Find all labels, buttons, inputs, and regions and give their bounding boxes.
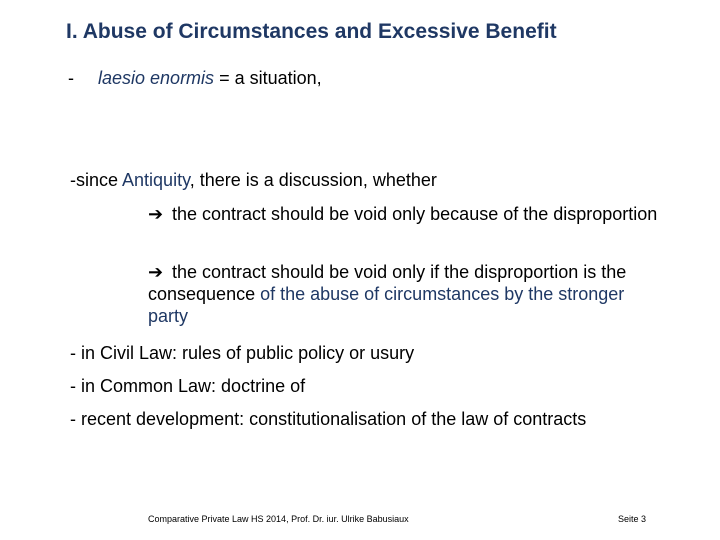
footer-course: Comparative Private Law HS 2014, Prof. Dr. iur. Ulrike Babusiaux [148,514,409,524]
since-antiquity-line [70,169,437,191]
laesio-enormis-term: laesio enormis [98,68,215,88]
footer-page-number: Seite 3 [618,514,647,524]
arrow-right-icon: ➔ [148,262,164,282]
recent-development-line: - recent development: constitutionalisation of the law of contracts [70,409,587,429]
common-law-line: - in Common Law: doctrine of [70,376,306,396]
option-void-abuse [148,261,658,327]
since-prefix: -since [70,170,123,190]
laesio-enormis-definition: = a situation, [214,68,322,88]
option-void-disproportion [148,203,658,225]
arrow-right-icon: ➔ [148,204,164,224]
slide-title: I. Abuse of Circumstances and Excessive Benefit [66,20,557,43]
option1-text: the contract should be void only because of the disproportion [172,204,658,224]
option2-highlight: of the abuse of circumstances by the stronger party [148,284,625,326]
bullet-dash: - [68,68,74,88]
laesio-enormis-bullet [68,68,322,89]
option2-text: the contract should be void only if the disproportion is the consequence [148,262,627,304]
civil-law-line: - in Civil Law: rules of public policy or usury [70,343,415,363]
since-suffix: , there is a discussion, whether [189,170,437,190]
antiquity-highlight: Antiquity [122,170,190,190]
